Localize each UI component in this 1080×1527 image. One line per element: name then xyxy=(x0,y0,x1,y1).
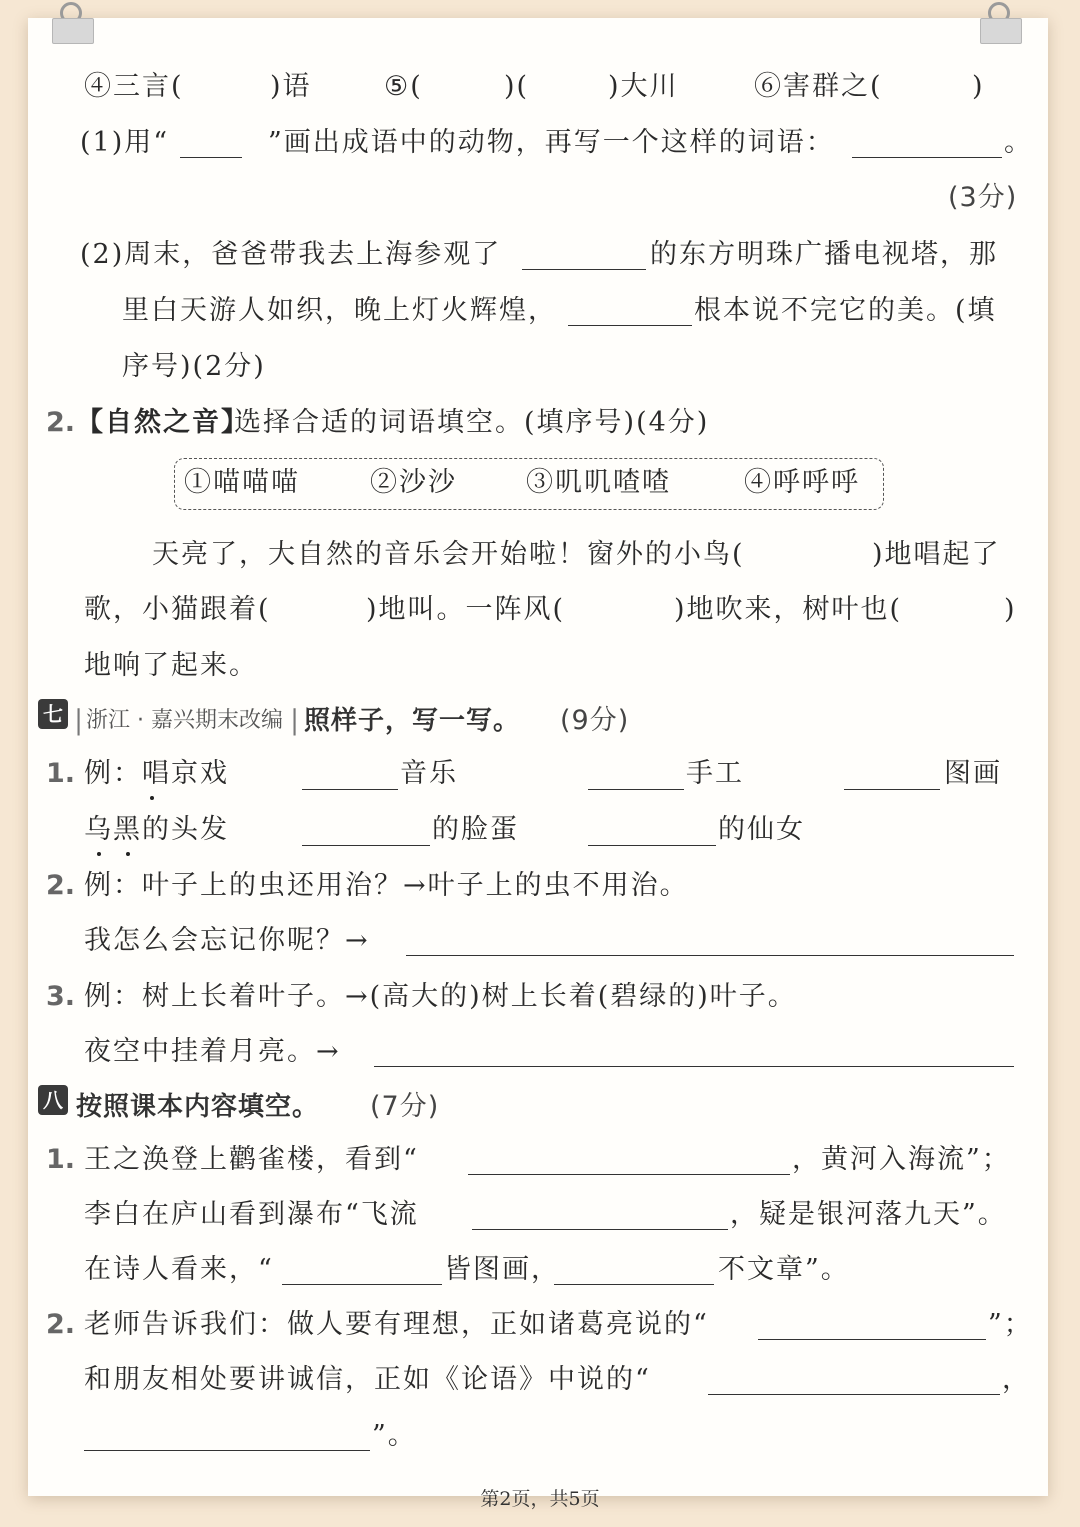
s8-q1-text-a: 王之涣登上鹳雀楼，看到“ xyxy=(84,1144,419,1175)
section-8-badge: 八 xyxy=(38,1085,68,1115)
binder-clip-left xyxy=(52,2,92,44)
idiom-4-start: ④三言( xyxy=(84,71,184,102)
s7-q2-example: 例：叶子上的虫还用治？→叶子上的虫不用治。 xyxy=(84,870,689,901)
passage-text-2: )地唱起了 xyxy=(872,539,1001,570)
question-6-2-line2 xyxy=(0,289,1080,333)
s8-q2-number: 2. xyxy=(46,1309,76,1340)
section-7-title: 照样子，写一写。 xyxy=(304,706,521,736)
answer-blank-s7-2[interactable] xyxy=(588,789,684,790)
s8-q1-text-e: 在诗人看来，“ xyxy=(84,1254,274,1285)
q2-text-b: 的东方明珠广播电视塔，那 xyxy=(650,239,998,270)
s7-q1-word5: 的仙女 xyxy=(718,814,805,845)
section-8-header xyxy=(0,1085,1080,1129)
s8-q1-text-f: 皆图画， xyxy=(444,1254,560,1285)
q1-text: ”画出成语中的动物，再写一个这样的词语： xyxy=(268,127,835,158)
passage-text-3: 歌，小猫跟着( xyxy=(84,594,271,625)
s8-q2-text-d: ， xyxy=(1002,1364,1031,1395)
s8-q1-line3 xyxy=(0,1248,1080,1292)
answer-blank-s8-2[interactable] xyxy=(472,1229,728,1230)
question-6-2-line3 xyxy=(0,345,1080,389)
task2-number: 2. xyxy=(46,407,76,438)
passage-text-7: 地响了起来。 xyxy=(84,650,258,681)
idiom-5-mid: )( xyxy=(504,71,530,102)
s7-q1-word2: 手工 xyxy=(686,758,744,789)
section-8-points: (7分) xyxy=(370,1091,440,1122)
s8-q1-line2 xyxy=(0,1193,1080,1237)
question-6-1 xyxy=(0,121,1080,165)
word-option-1: ①喵喵喵 xyxy=(184,467,300,498)
s7-q3-line1 xyxy=(0,975,1080,1019)
answer-blank-s7-q2[interactable] xyxy=(406,955,1014,956)
s7-q1-example: 例：唱京戏 xyxy=(84,758,229,789)
answer-blank-q2b[interactable] xyxy=(568,325,692,326)
passage-line3 xyxy=(0,644,1080,688)
q2-text-a: (2)周末，爸爸带我去上海参观了 xyxy=(80,239,502,270)
word-option-4: ④呼呼呼 xyxy=(744,467,860,498)
s7-q1-line2 xyxy=(0,808,1080,852)
s7-q1-word4: 的脸蛋 xyxy=(432,814,519,845)
s8-q2-line2 xyxy=(0,1358,1080,1402)
word-option-3: ③叽叽喳喳 xyxy=(526,467,671,498)
passage-line2 xyxy=(0,588,1080,632)
answer-blank-s8-3[interactable] xyxy=(282,1284,442,1285)
s8-q1-text-g: 不文章”。 xyxy=(718,1254,850,1285)
s8-q1-text-b: ，黄河入海流”； xyxy=(792,1144,1011,1175)
answer-blank-s7-3[interactable] xyxy=(844,789,940,790)
answer-blank-s7-4[interactable] xyxy=(302,845,430,846)
answer-blank-s7-1[interactable] xyxy=(302,789,398,790)
s7-q3-task: 夜空中挂着月亮。→ xyxy=(84,1036,341,1067)
passage-text-6: ) xyxy=(1004,594,1017,625)
passage-text-5: )地吹来，树叶也( xyxy=(674,594,903,625)
s7-q2-line1 xyxy=(0,864,1080,908)
section-7-points: (9分) xyxy=(560,705,630,736)
page-footer: 第2页，共5页 xyxy=(480,1488,600,1510)
idiom-row xyxy=(0,65,1080,109)
answer-blank-s8-7[interactable] xyxy=(84,1450,370,1451)
binder-clip-right xyxy=(980,2,1020,44)
s7-q2-line2 xyxy=(0,919,1080,963)
answer-blank-q1[interactable] xyxy=(852,157,1002,158)
idiom-5-start: ⑤( xyxy=(384,71,423,102)
s7-q2-task: 我怎么会忘记你呢？→ xyxy=(84,925,370,956)
s7-q1-word1: 音乐 xyxy=(400,758,458,789)
q1-label: (1)用“ xyxy=(80,127,170,158)
s8-q2-line3 xyxy=(0,1414,1080,1458)
task2-theme: 【自然之音】 xyxy=(76,407,250,438)
answer-blank-s8-1[interactable] xyxy=(468,1174,790,1175)
emphasis-dot xyxy=(97,852,101,856)
s8-q2-text-c: 和朋友相处要讲诚信，正如《论语》中说的“ xyxy=(84,1364,651,1395)
idiom-6-start: ⑥害群之( xyxy=(754,71,883,102)
word-bank-options xyxy=(0,461,1080,505)
answer-blank-s7-5[interactable] xyxy=(588,845,716,846)
word-option-2: ②沙沙 xyxy=(370,467,457,498)
passage-line1 xyxy=(0,533,1080,577)
q2-text-e: 序号)(2分) xyxy=(122,351,266,382)
section-7-source-tag: 浙江 · 嘉兴期末改编 xyxy=(86,708,283,733)
answer-blank-s8-6[interactable] xyxy=(708,1394,1000,1395)
emphasis-dot xyxy=(126,852,130,856)
section-7-badge: 七 xyxy=(38,699,68,729)
idiom-5-end: )大川 xyxy=(608,71,679,102)
question-6-2-line1 xyxy=(0,233,1080,277)
s7-q3-line2 xyxy=(0,1030,1080,1074)
q2-text-c: 里白天游人如织，晚上灯火辉煌， xyxy=(122,295,557,326)
s8-q1-text-c: 李白在庐山看到瀑布“飞流 xyxy=(84,1199,419,1230)
answer-blank-s8-4[interactable] xyxy=(554,1284,714,1285)
q2-text-d: 根本说不完它的美。(填 xyxy=(694,295,997,326)
passage-text-1: 天亮了，大自然的音乐会开始啦！窗外的小鸟( xyxy=(152,539,745,570)
s8-q1-text-d: ，疑是银河落九天”。 xyxy=(730,1199,1007,1230)
s8-q2-text-b: ”； xyxy=(988,1309,1033,1340)
q1-points: (3分) xyxy=(948,182,1018,213)
s8-q1-line1 xyxy=(0,1138,1080,1182)
q1-period: 。 xyxy=(1004,127,1033,158)
s7-q1-number: 1. xyxy=(46,758,76,789)
answer-blank-q2a[interactable] xyxy=(522,269,646,270)
underline-sample xyxy=(180,157,242,158)
task2-title: 选择合适的词语填空。(填序号)(4分) xyxy=(234,407,710,438)
section-7-header: 七 | 浙江 · 嘉兴期末改编 | 照样子，写一写。 (9分) xyxy=(0,699,1080,743)
s7-q2-number: 2. xyxy=(46,870,76,901)
q1-points-row xyxy=(0,176,1080,220)
idiom-4-end: )语 xyxy=(270,71,312,102)
answer-blank-s7-q3[interactable] xyxy=(374,1066,1014,1067)
s7-q3-example: 例：树上长着叶子。→(高大的)树上长着(碧绿的)叶子。 xyxy=(84,981,797,1012)
section-8-title: 按照课本内容填空。 xyxy=(76,1092,320,1122)
idiom-6-end: ) xyxy=(972,71,985,102)
s8-q2-text-e: ”。 xyxy=(372,1420,417,1451)
s7-q3-number: 3. xyxy=(46,981,76,1012)
s7-q1-example2: 乌黑的头发 xyxy=(84,814,229,845)
task2-header xyxy=(0,401,1080,445)
s8-q1-number: 1. xyxy=(46,1144,76,1175)
answer-blank-s8-5[interactable] xyxy=(758,1339,986,1340)
s8-q2-line1 xyxy=(0,1303,1080,1347)
s7-q1-word3: 图画 xyxy=(944,758,1002,789)
passage-text-4: )地叫。一阵风( xyxy=(366,594,566,625)
s8-q2-text-a: 老师告诉我们：做人要有理想，正如诸葛亮说的“ xyxy=(84,1309,709,1340)
emphasis-dot xyxy=(150,796,154,800)
